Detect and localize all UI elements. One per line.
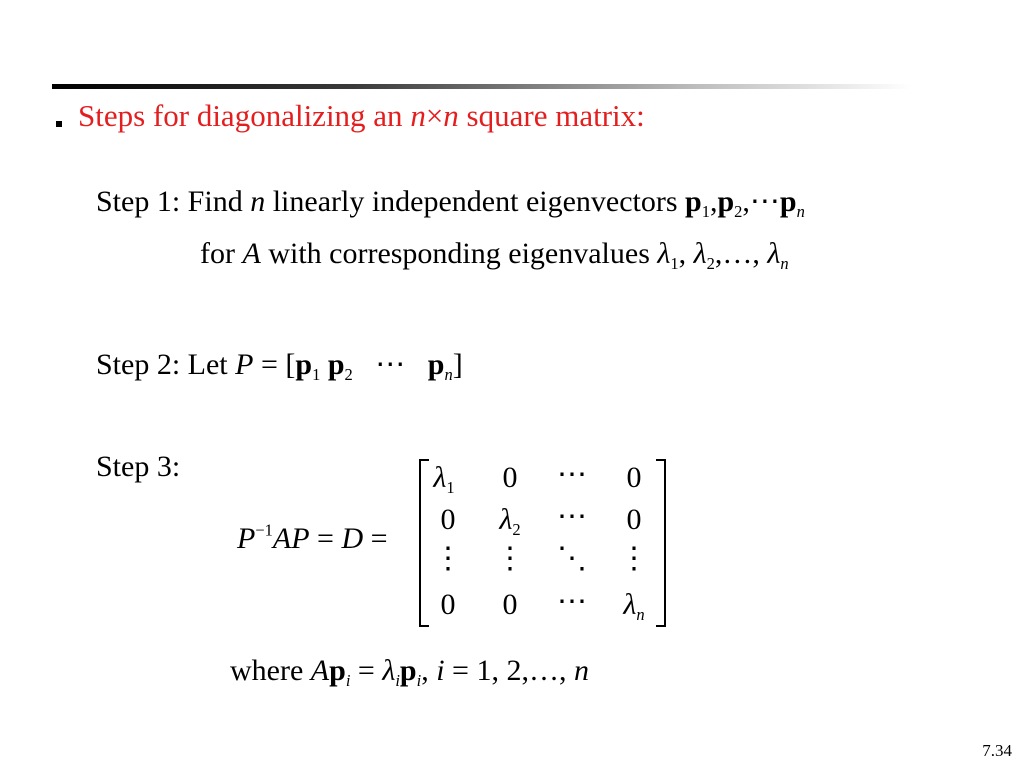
- col-sub2: 2: [344, 364, 353, 384]
- comma: ,: [421, 654, 437, 687]
- matrix-D: D: [341, 522, 364, 555]
- vec-p-i: p: [399, 654, 417, 687]
- matrix-P: P: [235, 348, 254, 381]
- matrix-A: A: [242, 237, 261, 270]
- col-p1: p: [295, 348, 313, 381]
- bullet-square-icon: [56, 121, 62, 127]
- step1-line2: [200, 237, 789, 271]
- step2-line: [96, 347, 463, 382]
- lambda-i: λ: [382, 654, 396, 687]
- diag-equation: [237, 522, 388, 556]
- col-subn: n: [444, 364, 453, 384]
- heading-text: Steps for diagonalizing an: [78, 98, 411, 133]
- index-i: i: [436, 654, 445, 687]
- matrix-cell-4-4: $\lambda_n$: [623, 588, 645, 624]
- P-inverse: P: [237, 522, 256, 555]
- matrix-cell-3-2: ⋮: [495, 542, 525, 575]
- where-line: where $Ap_i = \lambda_ip_i$, i = 1, 2,…, n: [230, 654, 589, 690]
- var-n: n: [573, 654, 589, 687]
- matrix-cell-1-3: ⋯: [557, 458, 587, 491]
- comma: ,: [709, 185, 718, 218]
- step1-line1: [96, 184, 805, 219]
- step1-text2: with corresponding eigenvalues: [260, 237, 658, 270]
- matrix-cell-1-1: $\lambda_1$: [433, 461, 455, 497]
- eigval-sub2: 2: [706, 253, 715, 273]
- index-range: = 1, 2,…,: [444, 654, 574, 687]
- inverse-exp: −1: [255, 520, 273, 540]
- eigval-ln: λ: [767, 237, 781, 270]
- close-bracket: ]: [452, 348, 463, 381]
- eigvec-p2: p: [717, 185, 735, 218]
- matrix-P: P: [291, 522, 310, 555]
- matrix-cell-4-2: 0: [502, 588, 518, 621]
- heading-suffix: square matrix:: [458, 98, 645, 133]
- step3-label: Step 3:: [96, 450, 181, 483]
- step2-label: Step 2: Let: [96, 348, 236, 381]
- matrix-cell-1-2: 0: [502, 461, 518, 494]
- equals-bracket: = [: [253, 348, 296, 381]
- matrix-A: A: [272, 522, 292, 555]
- title-rule: [52, 84, 912, 89]
- step1-text: linearly independent eigenvectors: [265, 185, 686, 218]
- matrix-cell-2-2: $\lambda_2$: [499, 503, 521, 539]
- heading-times: ×: [425, 98, 444, 133]
- col-pn: p: [427, 348, 445, 381]
- equals: =: [363, 522, 388, 555]
- eigvec-p1: p: [685, 185, 702, 218]
- matrix-cell-4-1: 0: [440, 588, 456, 621]
- matrix-cell-1-4: 0: [626, 461, 642, 494]
- eigvec-subn: n: [796, 201, 805, 221]
- matrix-cell-2-1: 0: [440, 503, 456, 536]
- cdots: ⋯: [375, 348, 406, 381]
- eigvec-sub1: 1: [701, 201, 710, 221]
- eigvec-pn: p: [779, 185, 797, 218]
- step1-label: Step 1:: [96, 185, 188, 218]
- eigval-l2: λ: [693, 237, 707, 270]
- vec-p: p: [329, 654, 346, 687]
- page-number: 7.34: [982, 741, 1012, 760]
- heading-var-n2: n: [443, 98, 459, 133]
- eigval-sub1: 1: [670, 253, 679, 273]
- equals: =: [309, 522, 342, 555]
- comma: ,: [678, 237, 694, 270]
- matrix-cell-3-1: ⋮: [433, 542, 463, 575]
- cdots: ,⋯: [742, 185, 780, 218]
- matrix-cell-2-4: 0: [626, 503, 642, 536]
- col-p2: p: [327, 348, 345, 381]
- where-word: where: [230, 654, 311, 687]
- step1-var-n: n: [250, 185, 266, 218]
- heading-var-n: n: [410, 98, 426, 133]
- matrix-cell-2-3: ⋯: [557, 500, 587, 533]
- step1-for: for: [200, 237, 243, 270]
- matrix-A: A: [310, 654, 330, 687]
- matrix-cell-3-3: ⋱: [557, 542, 587, 575]
- eigval-l1: λ: [657, 237, 671, 270]
- equals: =: [350, 654, 383, 687]
- eigval-subn: n: [780, 253, 789, 273]
- step1-find: Find: [187, 185, 251, 218]
- eigvec-sub2: 2: [734, 201, 743, 221]
- ellipsis: ,…,: [714, 237, 768, 270]
- matrix-cell-4-3: ⋯: [557, 585, 587, 618]
- matrix-cell-3-4: ⋮: [619, 542, 649, 575]
- slide-heading: [78, 98, 645, 134]
- col-sub1: 1: [312, 364, 321, 384]
